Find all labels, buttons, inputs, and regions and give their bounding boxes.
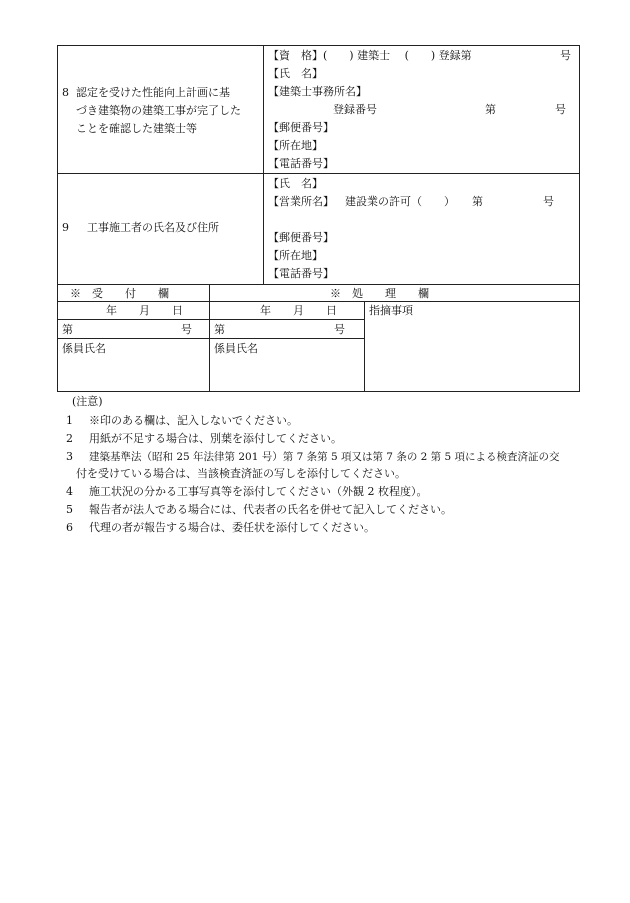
registration-number-prefix: 第	[485, 103, 496, 116]
row-divider	[57, 173, 580, 174]
notes-title: (注意)	[72, 395, 103, 408]
processing-number-prefix: 第	[214, 323, 225, 336]
phone-field: 【電話番号】	[268, 157, 334, 170]
name-field: 【氏 名】	[268, 67, 323, 80]
office-name-field: 【建築士事務所名】	[268, 85, 367, 98]
table-border-right	[579, 45, 580, 392]
note-number: 1	[66, 414, 73, 427]
reception-number-prefix: 第	[62, 323, 73, 336]
business-office-field: 【営業所名】	[268, 195, 334, 208]
processing-header: ※ 処 理 欄	[330, 287, 429, 300]
reception-header: ※ 受 付 欄	[70, 287, 169, 300]
name-field: 【氏 名】	[268, 177, 323, 190]
license-number-suffix: 号	[543, 195, 554, 208]
row-divider	[57, 338, 364, 339]
processing-staff-name: 係員氏名	[214, 342, 258, 355]
postal-code-field: 【郵便番号】	[268, 121, 334, 134]
reception-staff-name: 係員氏名	[62, 342, 106, 355]
phone-field: 【電話番号】	[268, 267, 334, 280]
table-border-top	[57, 45, 580, 46]
note-number: 3	[66, 450, 73, 463]
reception-date: 年 月 日	[106, 304, 183, 317]
postal-code-field: 【郵便番号】	[268, 231, 334, 244]
address-field: 【所在地】	[268, 249, 323, 262]
note-number: 2	[66, 432, 73, 445]
note-text-continuation: 付を受けている場合は、当該検査済証の写しを添付してください。	[76, 467, 406, 480]
row-divider	[57, 284, 580, 285]
note-number: 4	[66, 485, 73, 498]
remarks-label: 指摘事項	[369, 304, 413, 317]
table-border-left	[57, 45, 58, 392]
qualification-suffix: 号	[560, 49, 571, 62]
registration-number-label: 登録番号	[333, 103, 377, 116]
section-label-line: づき建築物の建築工事が完了した	[76, 104, 241, 117]
note-text: ※印のある欄は、記入しないでください。	[89, 414, 298, 427]
table-border-bottom	[57, 391, 580, 392]
note-text: 用紙が不足する場合は、別葉を添付してください。	[89, 432, 342, 445]
note-text: 施工状況の分かる工事写真等を添付してください（外観 2 枚程度）。	[89, 485, 428, 498]
column-divider	[263, 45, 264, 285]
note-text: 報告者が法人である場合には、代表者の氏名を併せて記入してください。	[89, 503, 452, 516]
registration-number-suffix: 号	[555, 103, 566, 116]
row-divider	[57, 301, 580, 302]
note-text: 代理の者が報告する場合は、委任状を添付してください。	[89, 521, 375, 534]
section-number: 9	[62, 221, 69, 234]
processing-number-suffix: 号	[334, 323, 345, 336]
license-field: 建設業の許可（ ）	[345, 195, 455, 208]
address-field: 【所在地】	[268, 139, 323, 152]
note-number: 5	[66, 503, 73, 516]
qualification-field: 【資 格】( ) 建築士 ( ) 登録第	[268, 49, 472, 62]
section-label: 工事施工者の氏名及び住所	[87, 221, 219, 234]
section-label-line: ことを確認した建築士等	[76, 122, 197, 135]
note-number: 6	[66, 521, 73, 534]
license-number-prefix: 第	[472, 195, 483, 208]
column-divider	[209, 284, 210, 392]
reception-number-suffix: 号	[181, 323, 192, 336]
processing-date: 年 月 日	[260, 304, 337, 317]
section-number: 8	[62, 86, 69, 99]
note-text: 建築基準法（昭和 25 年法律第 201 号）第 7 条第 5 項又は第 7 条の 2 第 5 項による検査済証の交	[89, 451, 560, 463]
section-label-line: 認定を受けた性能向上計画に基	[76, 86, 230, 99]
row-divider	[57, 319, 364, 320]
column-divider	[364, 301, 365, 392]
